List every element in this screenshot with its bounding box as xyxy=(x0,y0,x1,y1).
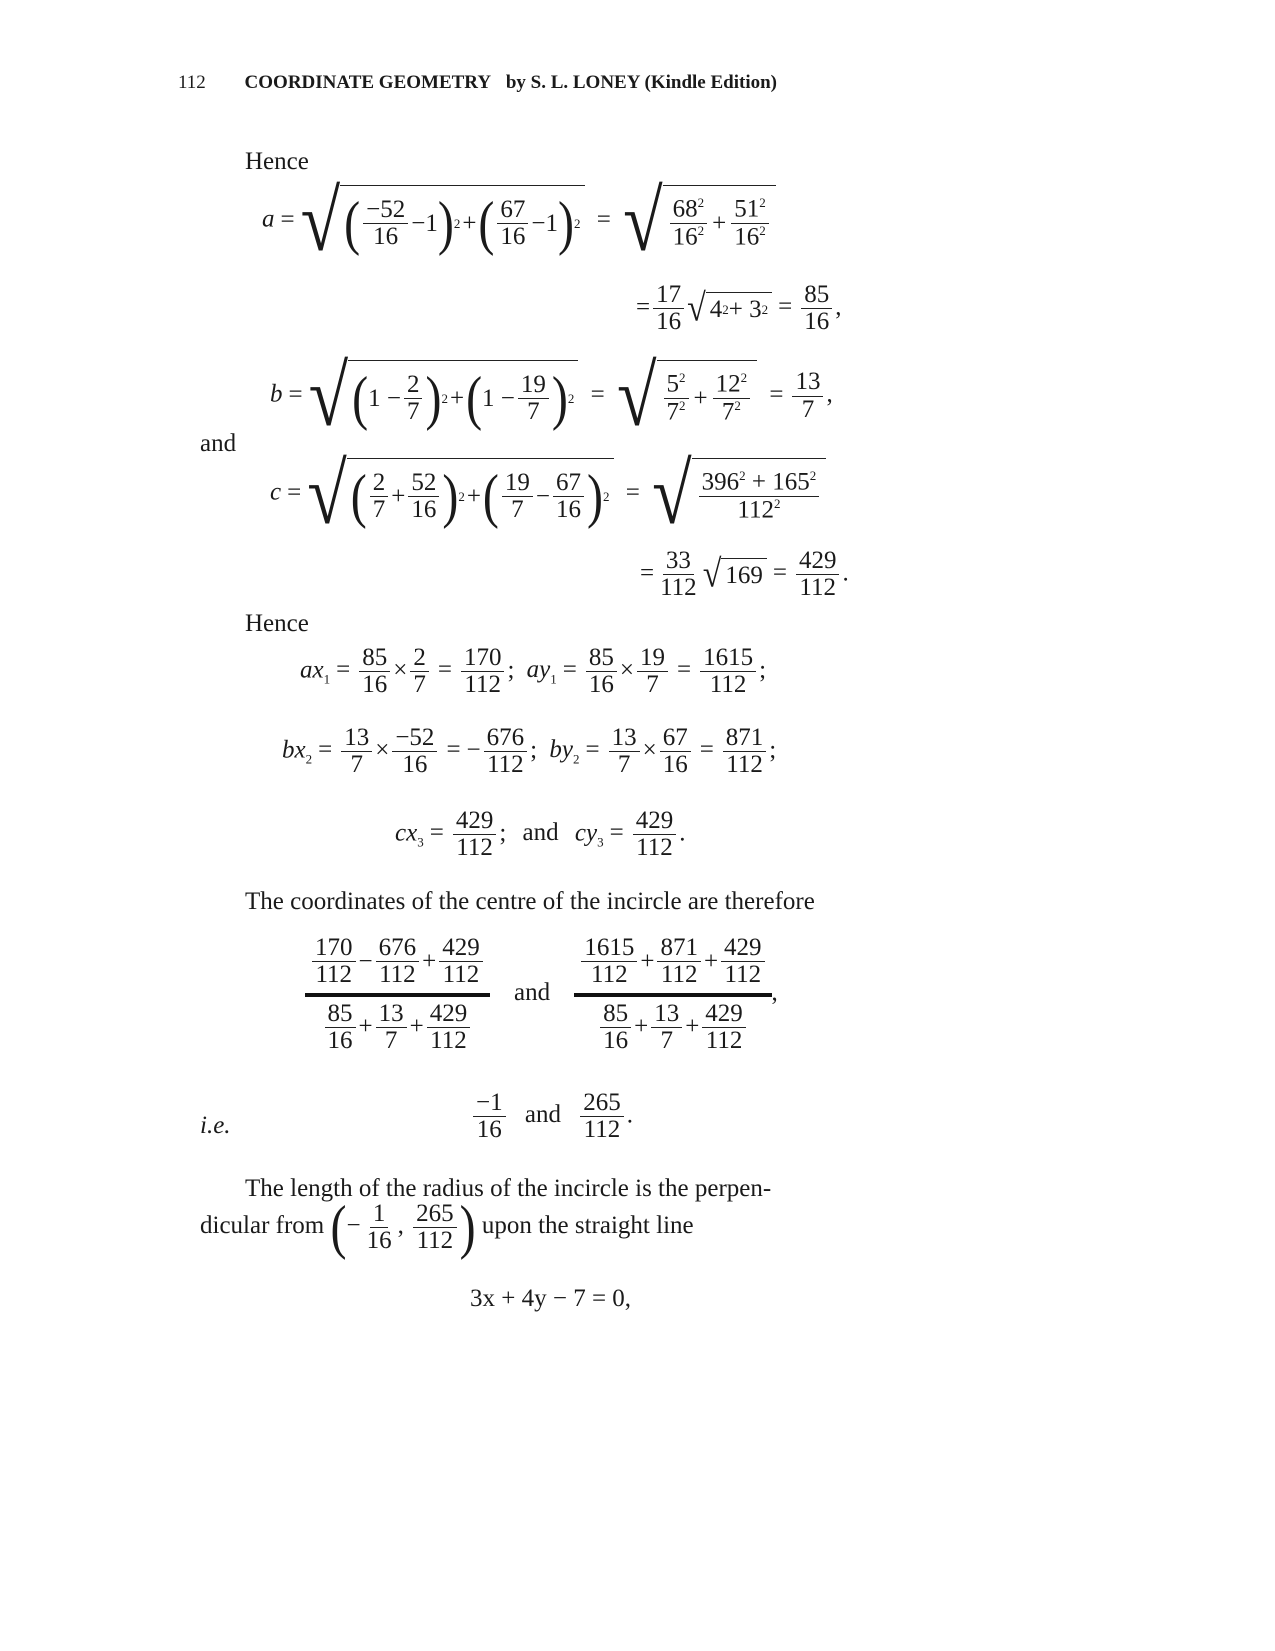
hence-label-1: Hence xyxy=(245,148,309,175)
page-number: 112 xyxy=(178,72,206,93)
book-title: COORDINATE GEOMETRY xyxy=(244,72,492,93)
equation-c-continued: = $\frac{33}{112}$ √ 169 = $\frac{429}{112}$ . xyxy=(640,547,849,602)
radius-sentence-part1: dicular from xyxy=(200,1212,325,1240)
and-label-1: and xyxy=(200,430,237,457)
equation-c: c = √ ( $\frac{2}{7}$ + $\frac{52}{16}$ ) 2 + ( $\frac{19}{7}$ − $\frac{67}{16}$ ) 2 = √ $\frac{396^2 + 165^2}{112^2}$ xyxy=(270,458,826,530)
incentre-coordinates-expression: $\frac{170}{112}$ − $\frac{676}{112}$ + $\frac{429}{112}$ $\frac{85}{16}$ + $\frac{13}{7}$ + $\frac{429}{112}$ and $\frac{1615}{112}$ + $\frac{871}{112}$ + $\frac{429}{112}$ $\frac{85}{16}$ + $\frac{13}{7}$ + $\frac{429}{112}$ , xyxy=(305,935,778,1054)
equation-ax-ay: $ax_1$ = $\frac{85}{16}$ × $\frac{2}{7}$ = $\frac{170}{112}$ ; $ay_1$ = $\frac{85}{16}$ × $\frac{19}{7}$ = $\frac{1615}{112}$ ; xyxy=(300,644,767,699)
incentre-result: $\frac{-1}{16}$ and $\frac{265}{112}$ . xyxy=(470,1090,633,1144)
running-header xyxy=(178,72,777,94)
equation-a-continued: = $\frac{17}{16}$ √ 4 2 + 3 2 = $\frac{85}{16}$ , xyxy=(636,281,842,336)
equation-bx-by: $bx_2$ = $\frac{13}{7}$ × $\frac{-52}{16}$ = − $\frac{676}{112}$ ; $by_2$ = $\frac{13}{7}$ × $\frac{67}{16}$ = $\frac{871}{112}$ ; xyxy=(282,724,777,779)
equation-a: a = √ ( $\frac{-52}{16}$ −1 ) 2 + ( $\frac{67}{16}$ −1 ) 2 = √ $\frac{68^2}{16^2}$ + $\frac{51^2}{16^2}$ xyxy=(262,185,776,257)
radius-sentence-line1: The length of the radius of the incircle is the perpen- xyxy=(245,1175,772,1202)
equation-b: b = √ ( 1 − $\frac{2}{7}$ ) 2 + ( 1 − $\frac{19}{7}$ ) 2 = √ $\frac{5^2}{7^2}$ + $\frac{12^2}{7^2}$ = $\frac{13}{7}$ , xyxy=(270,348,833,444)
radius-sentence-line2: dicular from (− $\frac{1}{16}$ , $\frac{265}{112}$ ) upon the straight line xyxy=(200,1194,694,1261)
book-author: by S. L. LONEY (Kindle Edition) xyxy=(505,72,777,93)
radius-sentence-part2: upon the straight line xyxy=(481,1212,694,1240)
equation-cx-cy: $cx_3$ = $\frac{429}{112}$ ; and $cy_3$ = $\frac{429}{112}$ . xyxy=(395,807,686,862)
centre-sentence: The coordinates of the centre of the incircle are therefore xyxy=(245,888,815,915)
line-equation: 3x + 4y − 7 = 0, xyxy=(470,1285,632,1312)
hence-label-2: Hence xyxy=(245,610,309,637)
ie-label: i.e. xyxy=(200,1112,231,1139)
